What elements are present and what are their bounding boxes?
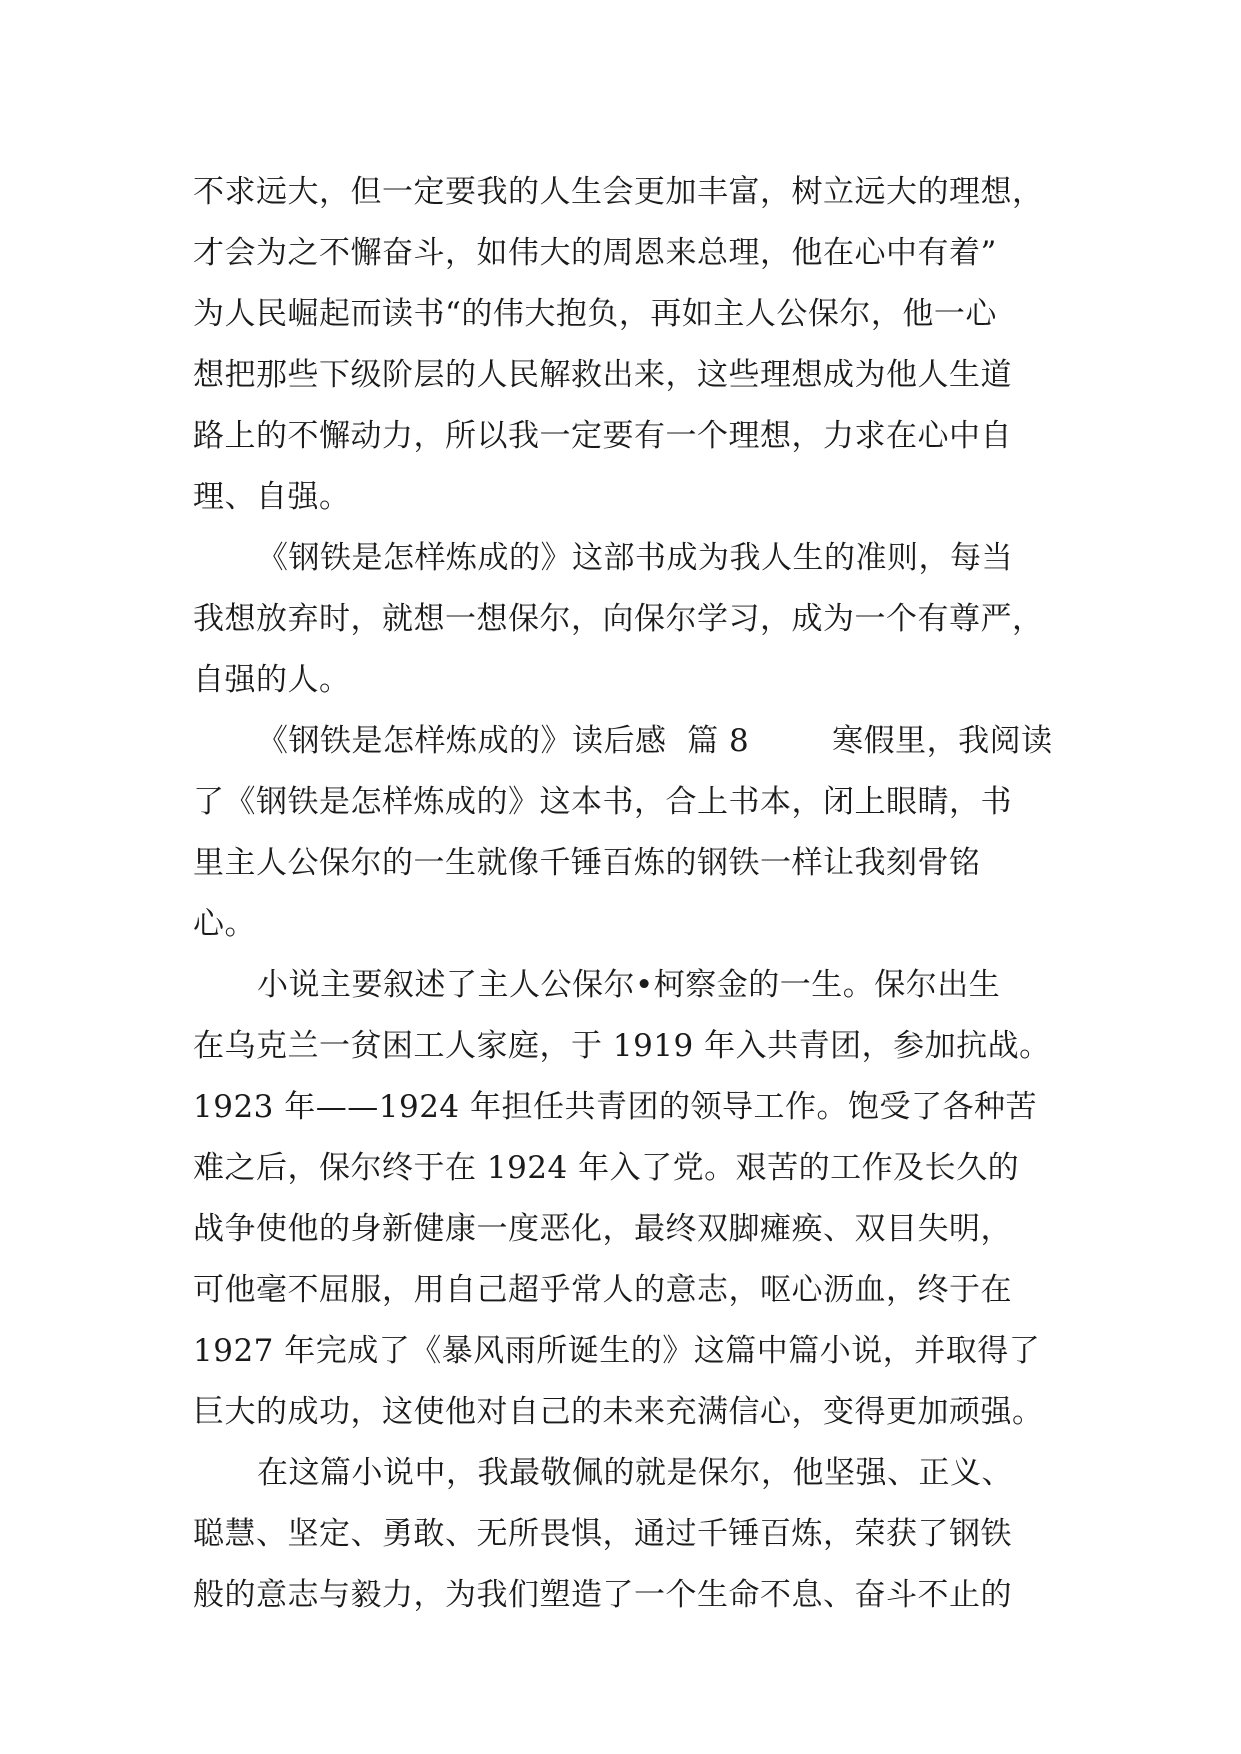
text-line: 般的意志与毅力，为我们塑造了一个生命不息、奋斗不止的 — [193, 1577, 1012, 1613]
text-line: 巨大的成功，这使他对自己的未来充满信心，变得更加顽强。 — [193, 1394, 1044, 1430]
text-line: 不求远大，但一定要我的人生会更加丰富，树立远大的理想， — [193, 174, 1044, 210]
text-line: 1923 年——1924 年担任共青团的领导工作。饱受了各种苦 — [193, 1089, 1037, 1125]
paragraph-first-line: 《钢铁是怎样炼成的》这部书成为我人生的准则，每当 — [257, 540, 1013, 576]
paragraph-first-line: 在这篇小说中，我最敬佩的就是保尔，他坚强、正义、 — [257, 1455, 1013, 1491]
text-line: 理、自强。 — [193, 479, 351, 515]
text-line: 我想放弃时，就想一想保尔，向保尔学习，成为一个有尊严， — [193, 601, 1044, 637]
text-line: 可他毫不屈服，用自己超乎常人的意志，呕心沥血，终于在 — [193, 1272, 1012, 1308]
text-line: 才会为之不懈奋斗，如伟大的周恩来总理，他在心中有着” — [193, 235, 997, 271]
paragraph-first-line: 小说主要叙述了主人公保尔•柯察金的一生。保尔出生 — [257, 967, 1001, 1003]
text-line: 战争使他的身新健康一度恶化，最终双脚瘫痪、双目失明， — [193, 1211, 1012, 1247]
section-heading-line: 《钢铁是怎样炼成的》读后感 篇 8 寒假里，我阅读 — [257, 723, 1053, 759]
text-line: 想把那些下级阶层的人民解救出来，这些理想成为他人生道 — [193, 357, 1012, 393]
text-line: 难之后，保尔终于在 1924 年入了党。艰苦的工作及长久的 — [193, 1150, 1020, 1186]
text-line: 在乌克兰一贫困工人家庭，于 1919 年入共青团，参加抗战。 — [193, 1028, 1051, 1064]
text-line: 里主人公保尔的一生就像千锤百炼的钢铁一样让我刻骨铭 — [193, 845, 981, 881]
text-line: 了《钢铁是怎样炼成的》这本书，合上书本，闭上眼睛，书 — [193, 784, 1012, 820]
text-line: 为人民崛起而读书“的伟大抱负，再如主人公保尔，他一心 — [193, 296, 997, 332]
document-body — [193, 162, 1093, 1626]
text-line: 聪慧、坚定、勇敢、无所畏惧，通过千锤百炼，荣获了钢铁 — [193, 1516, 1012, 1552]
text-line: 心。 — [193, 906, 256, 942]
text-line: 自强的人。 — [193, 662, 351, 698]
text-line: 路上的不懈动力，所以我一定要有一个理想，力求在心中自 — [193, 418, 1012, 454]
text-line: 1927 年完成了《暴风雨所诞生的》这篇中篇小说，并取得了 — [193, 1333, 1041, 1369]
